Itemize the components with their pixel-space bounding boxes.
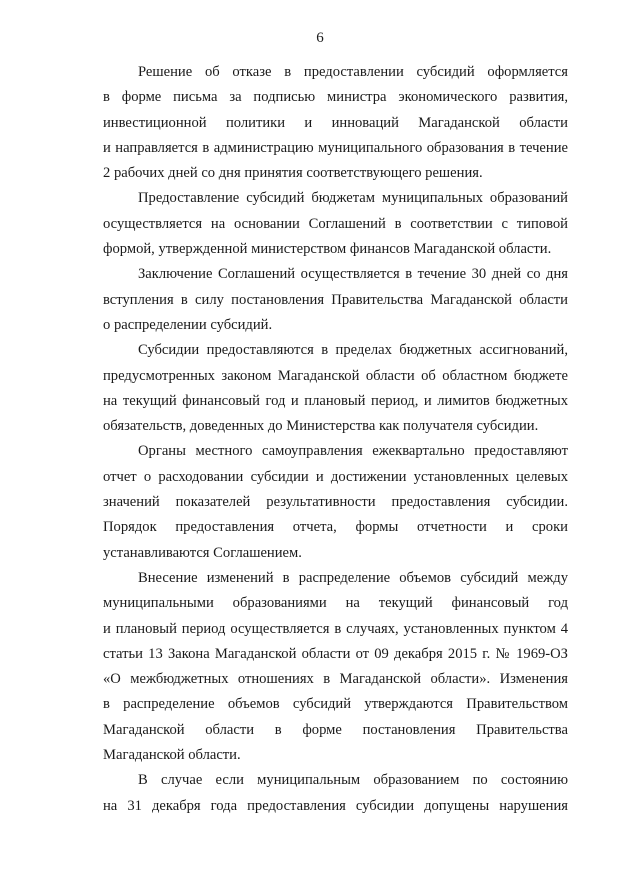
text-line: муниципальными образованиями на текущий финансовый год <box>103 595 568 612</box>
text-line: предусмотренных законом Магаданской области об областном бюджете <box>103 367 568 384</box>
text-line: Субсидии предоставляются в пределах бюджетных ассигнований, <box>138 342 568 359</box>
text-line: формой, утвержденной министерством финансов Магаданской области. <box>103 241 552 258</box>
text-line: значений показателей результативности предоставления субсидии. <box>103 494 568 511</box>
text-line: устанавливаются Соглашением. <box>103 544 302 561</box>
text-line: 2 рабочих дней со дня принятия соответствующего решения. <box>103 165 483 182</box>
paragraph <box>103 262 568 338</box>
paragraph <box>103 768 568 819</box>
document-body <box>103 60 568 819</box>
text-line: Предоставление субсидий бюджетам муниципальных образований <box>138 190 568 207</box>
text-line: на текущий финансовый год и плановый период, и лимитов бюджетных <box>103 392 568 409</box>
text-line: в распределение объемов субсидий утверждаются Правительством <box>103 696 568 713</box>
text-line: о распределении субсидий. <box>103 316 273 333</box>
paragraph <box>103 338 568 439</box>
text-line: и направляется в администрацию муниципального образования в течение <box>103 139 568 156</box>
text-line: обязательств, доведенных до Министерства как получателя субсидии. <box>103 418 539 435</box>
text-line: Заключение Соглашений осуществляется в течение 30 дней со дня <box>138 266 568 283</box>
text-line: Магаданской области в форме постановления Правительства <box>103 721 568 738</box>
paragraph <box>103 60 568 186</box>
paragraph <box>103 566 568 768</box>
text-line: «О межбюджетных отношениях в Магаданской области». Изменения <box>103 671 568 688</box>
page-number: 6 <box>316 30 324 46</box>
text-line: осуществляется на основании Соглашений в соответствии с типовой <box>103 215 568 232</box>
text-line: и плановый период осуществляется в случаях, установленных пунктом 4 <box>103 620 568 637</box>
text-line: инвестиционной политики и инноваций Магаданской области <box>103 114 568 131</box>
text-line: Порядок предоставления отчета, формы отчетности и сроки <box>103 519 568 536</box>
text-line: Решение об отказе в предоставлении субсидий оформляется <box>138 64 568 80</box>
text-line: в форме письма за подписью министра экономического развития, <box>103 89 568 106</box>
text-line: отчет о расходовании субсидии и достижении установленных целевых <box>103 468 568 485</box>
paragraph <box>103 439 568 565</box>
text-line: статьи 13 Закона Магаданской области от 09 декабря 2015 г. № 1969-ОЗ <box>103 645 568 662</box>
text-line: вступления в силу постановления Правительства Магаданской области <box>103 291 568 308</box>
text-line: на 31 декабря года предоставления субсидии допущены нарушения <box>103 797 568 814</box>
paragraph <box>103 186 568 262</box>
text-line: Магаданской области. <box>103 747 241 764</box>
text-line: Органы местного самоуправления ежеквартально предоставляют <box>138 443 568 460</box>
text-line: В случае если муниципальным образованием по состоянию <box>138 772 568 789</box>
text-line: Внесение изменений в распределение объемов субсидий между <box>138 569 568 586</box>
